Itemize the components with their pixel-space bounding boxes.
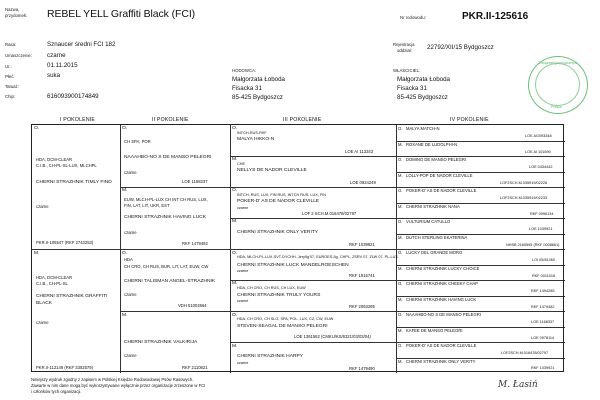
chip-label: Chip:: [5, 94, 16, 99]
gen4-sex: O.: [398, 219, 403, 224]
gen1-dam-color: czarne: [36, 320, 49, 325]
column-header-gen3: III POKOLENIE: [283, 117, 322, 123]
footer-line-2: Zawarte w nim dane mogą być wykorzystywane wyłącznie przez organizacje zrzeszone w FCI: [31, 383, 206, 388]
gen3-titles: INTCH, RUS, LUX, FIN RUS, INTCH RUS, LUX, FIN: [237, 193, 327, 197]
pedigree-number: PKR.II-125616: [462, 11, 529, 22]
gen4-name: DUTCH STERLING EKATERINA: [406, 234, 468, 240]
gen2-titles-2: CH CRO, CH RUS, BUR, LIT, LAT, EUW, CW: [124, 264, 209, 269]
gen1-sire-name: CHERNI STRAZHNIK TIMLY FIND: [36, 180, 112, 185]
gen1-dam-name-2: BLACK: [36, 301, 53, 306]
gen2-sex: M.: [122, 313, 128, 318]
column-header-gen1: I POKOLENIE: [60, 117, 96, 123]
gen3-name: STEVEN-SEAGAL DE MANSO PELEGRI: [237, 324, 328, 329]
gen3-reg: RKF 1039921: [349, 242, 375, 247]
gen4-sex: M.: [398, 358, 403, 364]
gen3-name: CHERNI STRAZHNIK ONLY VERITY: [237, 230, 319, 235]
stamp-top-text: ZwiązekKynologicznyw: [539, 61, 577, 65]
gen3-color: czarne: [237, 361, 249, 365]
gen1-sire-titles: HDA, DCM-CLEAR: [36, 157, 73, 162]
gen4-reg: LOE 0978114: [531, 335, 555, 340]
gen3-reg: LOE 0924249: [350, 180, 376, 185]
gen3-reg: RKF 1915741: [349, 273, 375, 278]
column-header-gen4: IV POKOLENIE: [450, 117, 489, 123]
gen4-reg: LOF2SCH.M.016478/02797: [501, 351, 549, 355]
gen4-sex: O.: [398, 157, 403, 162]
gen3-sex: O.: [232, 313, 238, 318]
gen3-color: czarne: [237, 299, 249, 303]
gen4-name: LUCKY DEL GRANDE MORO: [406, 250, 463, 255]
birth-value: 01.11.2015: [47, 62, 78, 69]
gen4-name: LOLLY-POP DE NADOR CLEVILLE: [406, 172, 473, 178]
gen4-reg: RKF 0996134: [530, 211, 554, 216]
gen3-reg: LOE 1361562 (CMKU/KS/6321/03/03/04): [294, 334, 371, 339]
owner-name: Małgorzata Łoboda: [397, 76, 450, 83]
tattoo-label: Tatuaż:: [5, 84, 19, 89]
gen2-reg: RKF 1479492: [182, 241, 208, 246]
gen4-sex: M.: [398, 141, 403, 147]
gen4-name: CHERNI STRAZHNIK ONLY VERITY: [406, 358, 476, 364]
sex-value: suka: [47, 72, 61, 79]
gen4-name: ROXANE DE LUDOLPHI-N: [406, 141, 458, 147]
sex-label: Płeć:: [5, 74, 15, 79]
gen4-sex: M.: [398, 265, 403, 271]
gen2-titles-2: FIN, LAT, LIT, UKR, EST: [124, 203, 170, 208]
gen4-sex: M.: [398, 327, 403, 333]
gen1-sire-reg: PKR.II-105547 (RKF 2743253): [36, 240, 94, 245]
gen4-name: CHERNI STRAZHNIK NANA: [406, 203, 460, 209]
gen1-sire-titles-2: C.I.B., CH-PL-SL-LUX, MLCHPL: [36, 163, 97, 168]
gen3-name: CHERNI STRAZHNIK TRULY YOURS: [237, 293, 321, 298]
gen3-color: czarne: [237, 206, 249, 210]
gen2-reg: RKF 2110821: [182, 365, 208, 370]
gen3-name: MALYA HIKKO-N: [237, 137, 275, 142]
registration-label-1: Rejestracja: [393, 42, 415, 47]
gen4-reg: LOF2SCH.M.035919/02233: [500, 196, 548, 200]
gen1-divider: [32, 249, 565, 250]
gen2-sex: O.: [122, 126, 128, 131]
gen4-reg: LOE AI 101690: [525, 149, 551, 154]
gen4-name: CHERNI STRAZHNIK CHEEKY CHAP: [406, 281, 479, 286]
gen2-reg: VDH 51002664: [178, 303, 207, 308]
gen3-sex: M.: [232, 281, 238, 286]
gen4-reg: LOE 1039921: [529, 227, 553, 231]
gen2-name: CHERNI STRAZHNIK VALKIRIJA: [124, 340, 198, 345]
gen2-titles: HDA: [124, 257, 133, 262]
gen4-name: CHERNI STRAZHNIK HAVING LUCK: [406, 296, 477, 302]
gen4-reg: RKF 1494285: [531, 289, 555, 293]
breed-value: Sznaucer średni FCI 182: [47, 41, 116, 48]
gen1-sire-sex: O.: [34, 126, 40, 131]
gen2-color: czarne: [124, 292, 137, 297]
gen2-sex: M.: [122, 188, 128, 193]
gen3-reg: RKF 2063295: [349, 304, 375, 309]
gen3-name: NELLYS DE NADOR CLEVILLE: [237, 168, 307, 173]
gen4-sex: M.: [398, 296, 403, 302]
gen1-dam-sex: M.: [34, 251, 40, 256]
gen4-reg: RKF 0011018: [532, 273, 556, 278]
gen4-name: NAAAHBO-NO S DE MANSO PELEGRI: [406, 312, 481, 317]
gen3-reg: LOE AI 113343: [345, 149, 374, 154]
gen2-color: czarne: [124, 170, 137, 175]
registration-label-2: oddział:: [397, 48, 412, 53]
gen4-name: POKER-D' AS DE NADOR CLEVILLE: [406, 188, 477, 193]
gen4-name: KAFEE DE MANSO PELEGRI: [406, 327, 463, 333]
owner-street: Fisacka 31: [397, 85, 427, 92]
name-label-2: przydomek:: [5, 13, 28, 18]
breeder-label: HODOWCA:: [232, 68, 257, 73]
breeder-city: 85-425 Bydgoszcz: [232, 94, 283, 101]
color-value: czarne: [47, 52, 66, 59]
gen3-color: czarne: [237, 269, 249, 273]
owner-label: WŁAŚCICIEL:: [393, 68, 421, 73]
chip-value: 616093900174849: [47, 93, 99, 100]
gen3-titles: HDA, CH CRO, CH RUS, CH LUX, EUW: [237, 286, 306, 290]
gen2-divider: [120, 187, 565, 188]
stamp-inner-ring: [535, 63, 580, 106]
gen3-reg: LOF 2 SCH.M.016478/02797: [302, 211, 357, 216]
gen3-titles: HDA, MLCH-PL-LUX-SVT-DYCHH, Jery5g'07, EUROES-5g, CHPL, ZSRV 07, ZLW 07, PL-LUX: [237, 255, 398, 259]
gen2-color: czarne: [124, 230, 137, 235]
gen2-titles: EUW, MLCH-PL-LUX CH INT CH RUS, LUX,: [124, 197, 208, 202]
gen3-sex: O.: [232, 126, 238, 131]
gen2-sex: O.: [122, 251, 128, 256]
gen2-name: NAAAHBO-NO S DE MANSO PELEGRI: [124, 155, 212, 160]
gen3-sex: O.: [232, 251, 238, 256]
gen2-color: czarne: [124, 353, 137, 358]
gen4-reg: LOE 1168337: [531, 320, 555, 324]
gen4-reg: LOI 05/81460: [532, 258, 556, 262]
pedigree-table: [31, 124, 564, 372]
gen2-titles: CH SPA, POR: [124, 139, 151, 144]
gen2-divider: [120, 311, 565, 312]
gen4-sex: O.: [398, 281, 403, 286]
gen1-dam-titles: HDA, DCM-CLEAR: [36, 275, 73, 280]
gen4-reg: LOE AG093348: [525, 134, 552, 138]
gen3-titles: HDA, CH CRO, CH SLO, SPA, POL, LUX, CZ, CW, EUW: [237, 317, 334, 321]
breed-label: Rasa:: [5, 42, 17, 47]
owner-city: 85-425 Bydgoszcz: [397, 94, 448, 101]
signature: M. Łasiń: [498, 380, 538, 390]
gen1-dam-titles-2: C.I.B., CH-PL-SL: [36, 281, 68, 286]
dog-name: REBEL YELL Graffiti Black (FCI): [47, 8, 196, 20]
gen3-sex: M.: [232, 344, 238, 349]
gen4-sex: O.: [398, 126, 403, 131]
gen3-name: CHERNI STRAZHNIK LUCK MANDELROESCHEN: [237, 263, 349, 268]
gen4-reg: RKF 1039921: [531, 366, 555, 370]
pedigree-number-label: Nr rodowodu:: [400, 15, 426, 20]
stamp-bottom-text: Polsce: [551, 105, 563, 109]
footer-line-3: i członków tych organizacji.: [31, 389, 82, 394]
breeder-street: Fisacka 31: [232, 85, 262, 92]
gen4-reg: LOE 0434442: [529, 165, 553, 169]
gen4-sex: M.: [398, 172, 403, 178]
gen4-sex: O.: [398, 250, 403, 255]
gen4-name: VULTURIUM CATULLO: [406, 219, 451, 224]
gen2-name: CHERNI STRAZHNIK HAVING LUCK: [124, 215, 206, 220]
gen4-name: DOMINO DE MANSO PELEGRI: [406, 157, 467, 162]
gen4-sex: O.: [398, 343, 403, 348]
gen4-sex: O.: [398, 312, 403, 317]
gen4-sex: M.: [398, 234, 403, 240]
gen4-reg: LOF2SCH.M.035919/02226: [500, 180, 548, 185]
gen4-name: CHERNI STRAZHNIK LUCKY CHOICE: [406, 265, 480, 271]
breeder-name: Małgorzata Łoboda: [232, 76, 285, 83]
gen4-sex: M.: [398, 203, 403, 209]
color-label: Umaszczenie:: [5, 53, 32, 58]
gen1-dam-name: CHERNI STRAZHNIK GRAFFITI: [36, 294, 108, 299]
gen3-titles: INTCH-RUS-RKF: [237, 131, 267, 135]
official-stamp: [528, 56, 588, 114]
birth-label: Ur.:: [5, 64, 12, 69]
gen3-name: POKER-D' AS DE NADOR CLEVILLE: [237, 199, 320, 204]
gen3-name: CHERNI STRAZHNIK HARPY: [237, 354, 304, 359]
gen3-sex: O.: [232, 188, 238, 193]
gen3-titles: CHE: [237, 162, 246, 166]
gen4-sex: O.: [398, 188, 403, 193]
gen4-name: POKER-D' AS DE NADOR CLEVILLE: [406, 343, 477, 348]
footer-line-1: Niniejszy wydruk zgodny z zapisem w Polskiej Księdze Rodowodowej Psów Rasowych.: [31, 377, 194, 382]
gen4-reg: NHSB 2160595 (RKF 0008661): [506, 242, 560, 247]
gen3-reg: RKF 1479490: [349, 366, 375, 371]
gen3-sex: M.: [232, 157, 238, 162]
registration-value: 22792/XII/15 Bydgoszcz: [427, 44, 494, 51]
gen3-sex: M.: [232, 219, 238, 224]
gen4-name: MALYA MATCH-N: [406, 126, 440, 131]
gen2-name: CHERNI TALISMAN ANGEL-STRAZHNIK: [124, 279, 216, 284]
gen4-reg: RKF 1479482: [531, 304, 555, 309]
gen2-reg: LOE 1168337: [182, 179, 208, 184]
name-label-1: Nazwa,: [5, 7, 20, 12]
gen1-dam-reg: PKR.II-112149 (RKF 3302579): [36, 365, 93, 370]
gen1-sire-color: czarne: [36, 204, 49, 209]
column-header-gen2: II POKOLENIE: [152, 117, 189, 123]
